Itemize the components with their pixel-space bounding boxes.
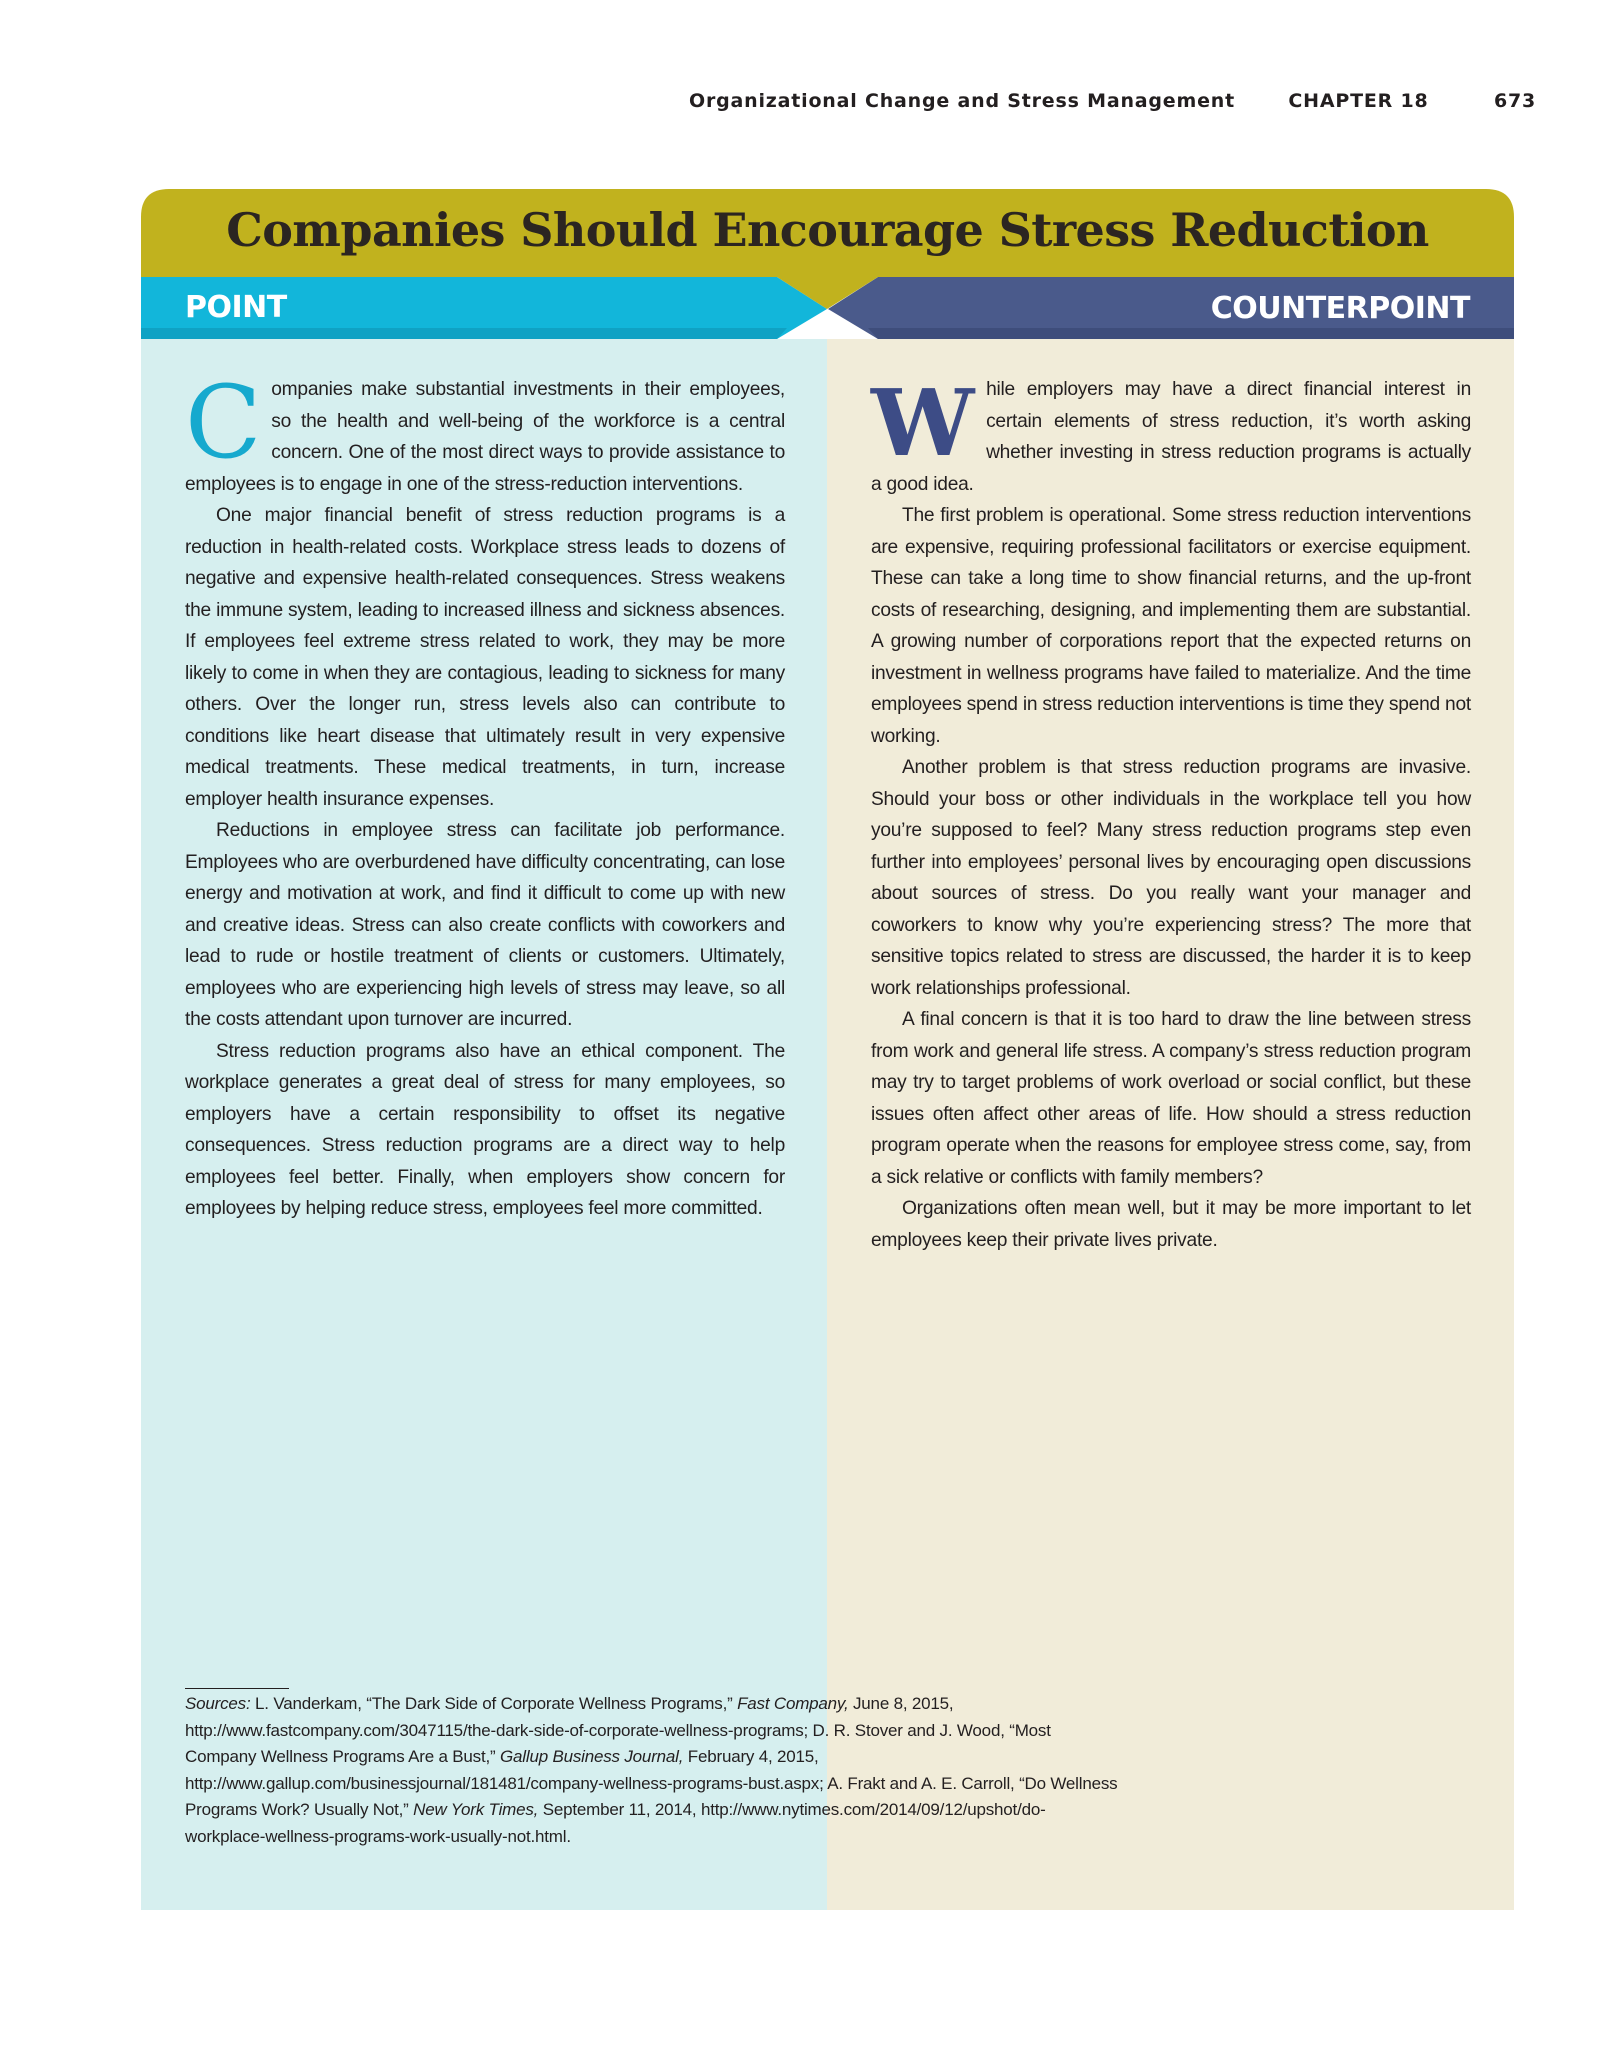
point-paragraph-4: Stress reduction programs also have an ethical component. The workplace generates a great deal of stress for many employees, so employers have a certain responsibility to offset its negative consequences. Stress reduction programs are a direct way to help employees feel better. Finally, when employers show concern for employees by helping reduce stress, employees feel more committed. xyxy=(185,1040,785,1219)
sources-publication-2: Gallup Business Journal, xyxy=(500,1747,684,1766)
sources-text-2: June 8, 2015, http://www.fastcompany.com/3047115/the-dark-side-of-corporate-wellness-programs; D. R. Stover and J. Wood, “Most Company Wellness Programs Are a Bust,” xyxy=(185,1694,1051,1766)
point-paragraph-2: One major financial benefit of stress reduction programs is a reduction in health-related costs. Workplace stress leads to dozens of negative and expensive health-related consequences. Stress weakens the immune system, leading to increased illness and sickness absences. If employees feel extreme stress related to work, they may be more likely to come in when they are contagious, leading to sickness for many others. Over the longer run, stress levels also can contribute to conditions like heart disease that ultimately result in very expensive medical treatments. These medical treatments, in turn, increase employer health insurance expenses. xyxy=(185,505,785,810)
sources-text-1: L. Vanderkam, “The Dark Side of Corporate Wellness Programs,” xyxy=(250,1694,738,1713)
point-tab-shade xyxy=(141,328,787,339)
counterpoint-column xyxy=(871,369,1471,1256)
sources-text-4: September 11, 2014, http://www.nytimes.com/2014/09/12/upshot/do-workplace-wellness-programs-work-usually-not.html. xyxy=(185,1800,1046,1846)
feature-title: Companies Should Encourage Stress Reduction xyxy=(226,203,1429,257)
running-head xyxy=(689,90,1536,112)
point-paragraph-1-text: ompanies make substantial investments in their employees, so the health and well-being of the workforce is a central concern. One of the most direct ways to provide assistance to employees is to engage in one of the stress-reduction interventions. xyxy=(185,379,785,495)
counterpoint-tab-shade xyxy=(868,328,1514,339)
sources-divider xyxy=(185,1688,289,1689)
drop-cap: C xyxy=(185,364,262,481)
counterpoint-paragraph-5: Organizations often mean well, but it may be more important to let employees keep their private lives private. xyxy=(871,1198,1471,1251)
sources-text-3: February 4, 2015, http://www.gallup.com/businessjournal/181481/company-wellness-programs-bust.aspx; A. Frakt and A. E. Carroll, “Do Wellness Programs Work? Usually Not,” xyxy=(185,1747,1118,1819)
sources-label: Sources: xyxy=(185,1694,251,1713)
running-head-chapter: CHAPTER 18 xyxy=(1288,90,1429,112)
sources-publication-3: New York Times, xyxy=(413,1800,539,1819)
point-paragraph-1 xyxy=(185,364,785,500)
point-label: POINT xyxy=(185,290,287,325)
point-counterpoint-feature xyxy=(141,189,1514,1910)
running-head-title: Organizational Change and Stress Management xyxy=(689,90,1235,112)
counterpoint-paragraph-4: A final concern is that it is too hard to draw the line between stress from work and general life stress. A company’s stress reduction program may try to target problems of work overload or social conflict, but these issues often affect other areas of life. How should a stress reduction program operate when the reasons for employee stress come, say, from a sick relative or conflicts with family members? xyxy=(871,1009,1471,1188)
page-number: 673 xyxy=(1493,90,1536,112)
point-paragraph-3: Reductions in employee stress can facilitate job performance. Employees who are overburdened have difficulty concentrating, can lose energy and motivation at work, and find it difficult to come up with new and creative ideas. Stress can also create conflicts with coworkers and lead to rude or hostile treatment of clients or customers. Ultimately, employees who are experiencing high levels of stress may leave, so all the costs attendant upon turnover are incurred. xyxy=(185,820,785,1030)
counterpoint-paragraph-2: The first problem is operational. Some stress reduction interventions are expensive, requiring professional facilitators or exercise equipment. These can take a long time to show financial returns, and the up-front costs of researching, designing, and implementing them are substantial. A growing number of corporations report that the expected returns on investment in wellness programs have failed to materialize. And the time employees spend in stress reduction interventions is time they spend not working. xyxy=(871,505,1471,747)
sources-note xyxy=(185,1691,1125,1850)
counterpoint-paragraph-3: Another problem is that stress reduction programs are invasive. Should your boss or other individuals in the workplace tell you how you’re supposed to feel? Many stress reduction programs step even further into employees’ personal lives by encouraging open discussions about sources of stress. Do you really want your manager and coworkers to know why you’re experiencing stress? The more that sensitive topics related to stress are discussed, the harder it is to keep work relationships professional. xyxy=(871,757,1471,999)
counterpoint-label: COUNTERPOINT xyxy=(1210,291,1470,326)
drop-cap: W xyxy=(871,369,975,477)
counterpoint-paragraph-1 xyxy=(871,369,1471,500)
point-column xyxy=(185,364,785,1225)
sources-publication-1: Fast Company, xyxy=(737,1694,849,1713)
counterpoint-paragraph-1-text: hile employers may have a direct financial interest in certain elements of stress reduction, it’s worth asking whether investing in stress reduction programs is actually a good idea. xyxy=(871,379,1471,495)
